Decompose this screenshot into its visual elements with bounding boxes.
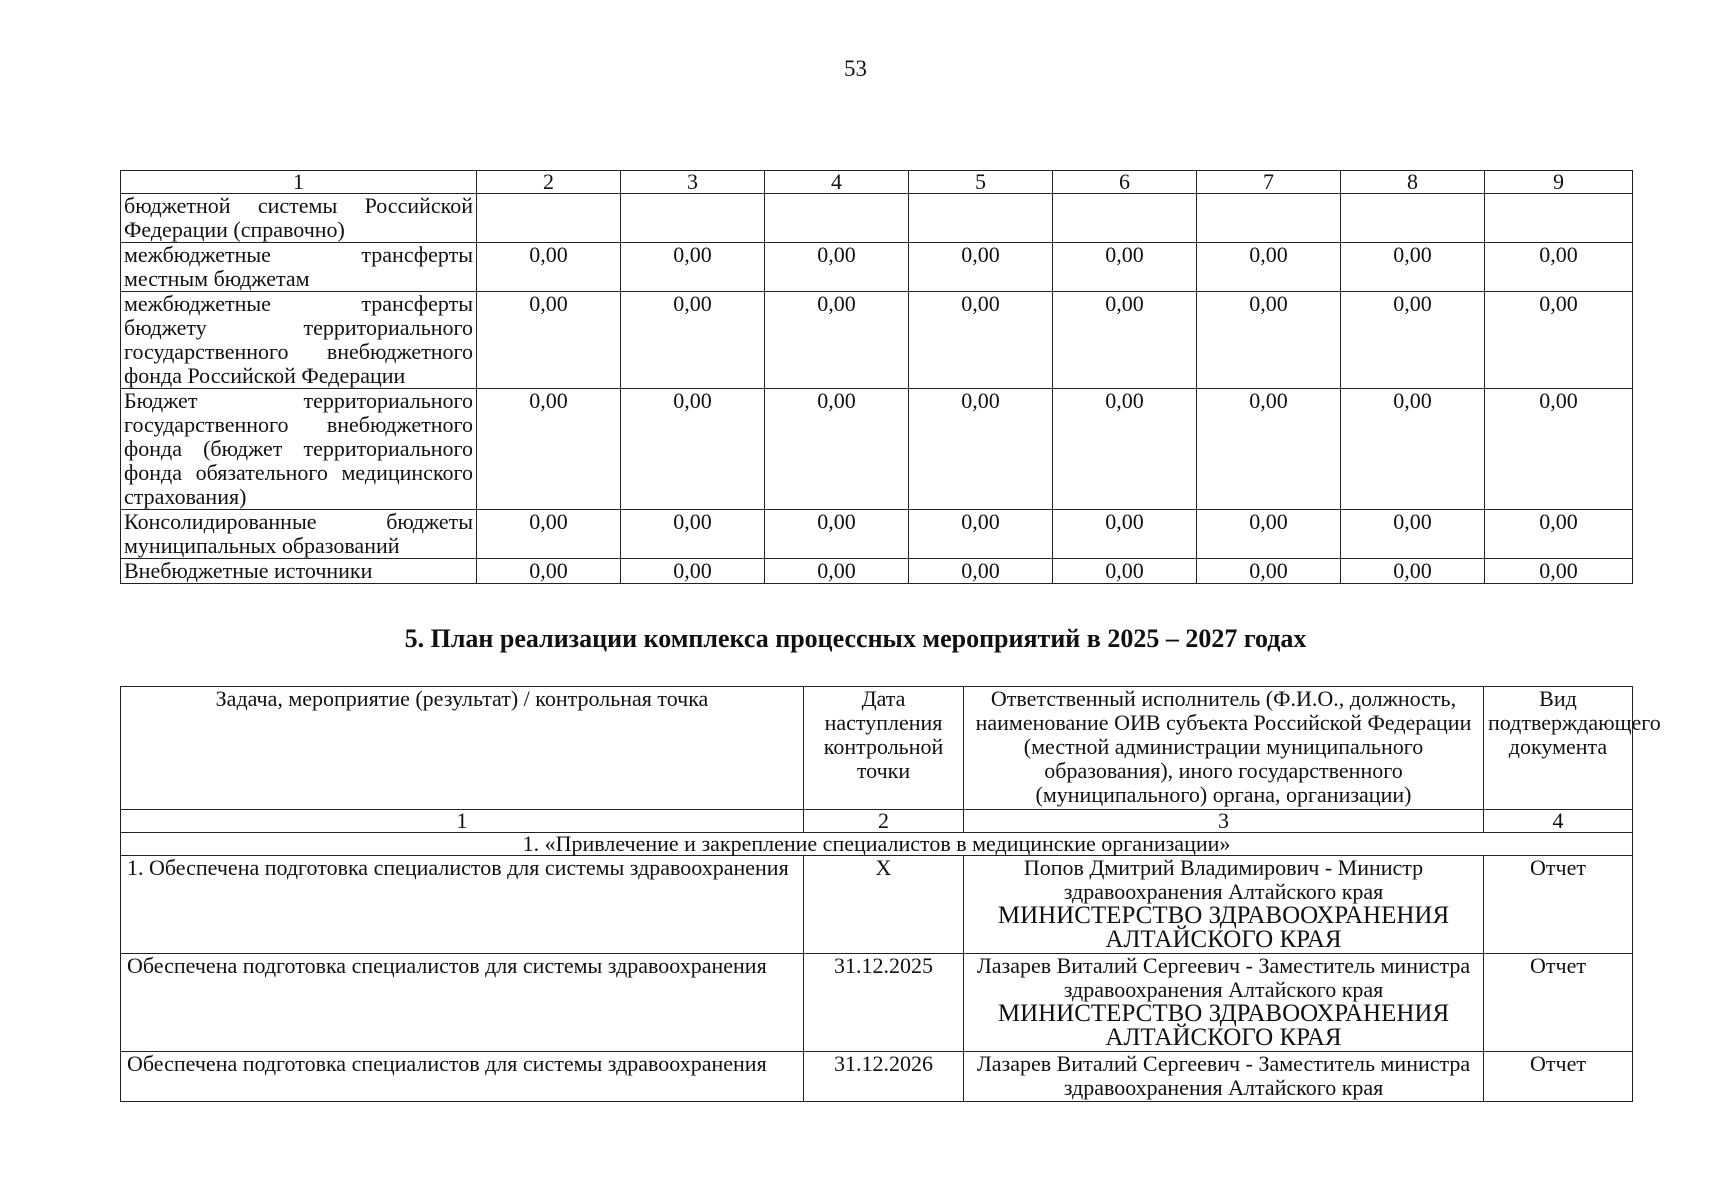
date-cell: 31.12.2025 <box>804 954 964 1052</box>
budget-value-cell: 0,00 <box>1341 243 1485 292</box>
column-number: 4 <box>1484 810 1633 833</box>
budget-value-cell: 0,00 <box>1341 292 1485 389</box>
budget-value-cell: 0,00 <box>1197 243 1341 292</box>
plan-section-row <box>121 833 1633 856</box>
budget-value-cell <box>1485 194 1633 243</box>
plan-row <box>121 1052 1633 1102</box>
plan-row <box>121 954 1633 1052</box>
budget-value-cell <box>765 194 909 243</box>
column-number: 1 <box>121 171 477 194</box>
budget-value-cell: 0,00 <box>1341 510 1485 559</box>
budget-value-cell: 0,00 <box>1197 510 1341 559</box>
budget-value-cell: 0,00 <box>1485 243 1633 292</box>
budget-value-cell: 0,00 <box>1197 389 1341 510</box>
column-number: 7 <box>1197 171 1341 194</box>
date-cell: X <box>804 856 964 954</box>
budget-value-cell: 0,00 <box>621 292 765 389</box>
budget-row-label: Бюджет территориального государственного внебюджетного фонда (бюджет территориального фонда обязательного медицинского страхования) <box>121 389 477 510</box>
budget-row-label: межбюджетные трансферты местным бюджетам <box>121 243 477 292</box>
budget-value-cell: 0,00 <box>1053 389 1197 510</box>
responsible-cell <box>964 954 1484 1052</box>
budget-row <box>121 243 1633 292</box>
budget-table <box>120 170 1633 584</box>
column-number: 6 <box>1053 171 1197 194</box>
column-number: 8 <box>1341 171 1485 194</box>
budget-row-label: Консолидированные бюджеты муниципальных образований <box>121 510 477 559</box>
budget-value-cell: 0,00 <box>909 389 1053 510</box>
budget-value-cell: 0,00 <box>1053 559 1197 584</box>
column-number: 2 <box>804 810 964 833</box>
budget-value-cell <box>477 194 621 243</box>
budget-row-label: Внебюджетные источники <box>121 559 477 584</box>
budget-value-cell <box>1053 194 1197 243</box>
budget-value-cell: 0,00 <box>765 292 909 389</box>
budget-value-cell: 0,00 <box>621 389 765 510</box>
budget-value-cell <box>1341 194 1485 243</box>
budget-row <box>121 510 1633 559</box>
budget-value-cell: 0,00 <box>909 292 1053 389</box>
budget-value-cell: 0,00 <box>1053 510 1197 559</box>
budget-value-cell: 0,00 <box>765 389 909 510</box>
budget-value-cell: 0,00 <box>765 559 909 584</box>
budget-value-cell: 0,00 <box>1485 292 1633 389</box>
budget-value-cell: 0,00 <box>909 243 1053 292</box>
column-number: 3 <box>964 810 1484 833</box>
column-number: 4 <box>765 171 909 194</box>
document-cell: Отчет <box>1484 856 1633 954</box>
header-responsible: Ответственный исполнитель (Ф.И.О., должность, наименование ОИВ субъекта Российской Федерации (местной администрации муниципального образования), иного государственного (муниципального) органа, организации) <box>964 687 1484 810</box>
budget-value-cell: 0,00 <box>477 559 621 584</box>
budget-row-label: межбюджетные трансферты бюджету территориального государственного внебюджетного фонда Российской Федерации <box>121 292 477 389</box>
budget-value-cell: 0,00 <box>1485 510 1633 559</box>
responsible-organization: МИНИСТЕРСТВО ЗДРАВООХРАНЕНИЯ АЛТАЙСКОГО КРАЯ <box>997 902 1450 953</box>
responsible-cell <box>964 856 1484 954</box>
budget-value-cell: 0,00 <box>1485 559 1633 584</box>
budget-row <box>121 292 1633 389</box>
responsible-person: Лазарев Виталий Сергеевич - Заместитель министра здравоохранения Алтайского края <box>976 953 1471 1002</box>
budget-value-cell: 0,00 <box>1485 389 1633 510</box>
document-cell: Отчет <box>1484 1052 1633 1102</box>
page-number: 53 <box>844 56 867 81</box>
plan-header-row <box>121 687 1633 810</box>
budget-value-cell: 0,00 <box>1197 292 1341 389</box>
task-cell: Обеспечена подготовка специалистов для системы здравоохранения <box>121 1052 804 1102</box>
budget-value-cell: 0,00 <box>477 243 621 292</box>
budget-row <box>121 389 1633 510</box>
budget-value-cell: 0,00 <box>477 510 621 559</box>
budget-value-cell: 0,00 <box>1341 389 1485 510</box>
column-number: 1 <box>121 810 804 833</box>
plan-table <box>120 686 1661 1102</box>
responsible-cell <box>964 1052 1484 1102</box>
plan-column-numbers-row <box>121 810 1633 833</box>
responsible-organization: МИНИСТЕРСТВО ЗДРАВООХРАНЕНИЯ АЛТАЙСКОГО КРАЯ <box>997 1000 1450 1051</box>
header-date: Дата наступления контрольной точки <box>804 687 964 810</box>
document-cell: Отчет <box>1484 954 1633 1052</box>
budget-row <box>121 194 1633 243</box>
budget-value-cell: 0,00 <box>477 292 621 389</box>
column-number: 3 <box>621 171 765 194</box>
budget-row <box>121 559 1633 584</box>
budget-value-cell <box>909 194 1053 243</box>
responsible-person: Лазарев Виталий Сергеевич - Заместитель министра здравоохранения Алтайского края <box>976 1051 1471 1100</box>
budget-value-cell: 0,00 <box>765 243 909 292</box>
budget-value-cell: 0,00 <box>909 559 1053 584</box>
budget-header-row <box>121 171 1633 194</box>
budget-row-label: бюджетной системы Российской Федерации (справочно) <box>121 194 477 243</box>
column-number: 2 <box>477 171 621 194</box>
plan-row <box>121 856 1633 954</box>
budget-value-cell: 0,00 <box>477 389 621 510</box>
section-row-label: 1. «Привлечение и закрепление специалистов в медицинские организации» <box>121 833 1633 856</box>
budget-value-cell: 0,00 <box>621 559 765 584</box>
task-cell: 1. Обеспечена подготовка специалистов для системы здравоохранения <box>121 856 804 954</box>
budget-table-body <box>121 171 1633 584</box>
date-cell: 31.12.2026 <box>804 1052 964 1102</box>
budget-value-cell: 0,00 <box>1053 292 1197 389</box>
column-number: 5 <box>909 171 1053 194</box>
column-number: 9 <box>1485 171 1633 194</box>
budget-value-cell: 0,00 <box>909 510 1053 559</box>
budget-value-cell: 0,00 <box>1197 559 1341 584</box>
budget-value-cell: 0,00 <box>1341 559 1485 584</box>
budget-value-cell: 0,00 <box>765 510 909 559</box>
budget-value-cell: 0,00 <box>1053 243 1197 292</box>
task-cell: Обеспечена подготовка специалистов для системы здравоохранения <box>121 954 804 1052</box>
budget-value-cell: 0,00 <box>621 510 765 559</box>
section-title: 5. План реализации комплекса процессных мероприятий в 2025 – 2027 годах <box>404 624 1307 653</box>
header-task: Задача, мероприятие (результат) / контрольная точка <box>121 687 804 810</box>
budget-value-cell: 0,00 <box>621 243 765 292</box>
budget-value-cell <box>621 194 765 243</box>
header-document: Вид подтверждающего документа <box>1484 687 1633 810</box>
budget-value-cell <box>1197 194 1341 243</box>
responsible-person: Попов Дмитрий Владимирович - Министр здравоохранения Алтайского края <box>1023 855 1424 904</box>
